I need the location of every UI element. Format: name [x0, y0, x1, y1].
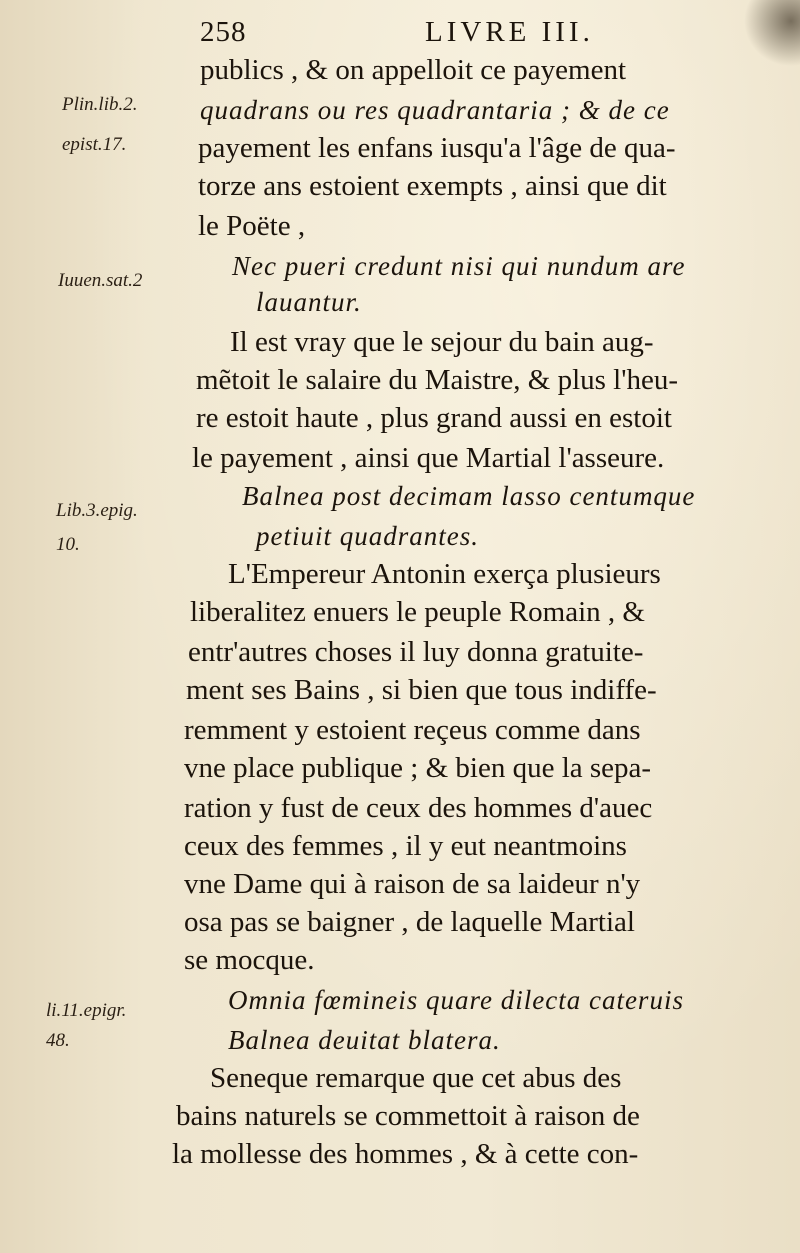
text-line: L'Empereur Antonin exerça plusieurs	[228, 558, 661, 590]
text-line: publics , & on appelloit ce payement	[200, 54, 627, 86]
text-line: Seneque remarque que cet abus des	[210, 1062, 622, 1094]
page-number: 258	[200, 16, 247, 48]
text-line: vne place publique ; & bien que la sepa-	[184, 752, 652, 784]
quote-line: petiuit quadrantes.	[256, 521, 479, 551]
text-line: osa pas se baigner , de laquelle Martial	[184, 906, 635, 938]
text-line: entr'autres choses il luy donna gratuite-	[188, 636, 644, 668]
text-line: bains naturels se commettoit à raison de	[176, 1100, 640, 1132]
quote-line: lauantur.	[256, 287, 362, 317]
text-line: le payement , ainsi que Martial l'asseure.	[192, 442, 665, 474]
margin-note: 10.	[56, 534, 80, 555]
text-line: liberalitez enuers le peuple Romain , &	[190, 596, 645, 628]
text-line: mẽtoit le salaire du Maistre, & plus l'heu-	[196, 364, 678, 396]
margin-note: epist.17.	[62, 134, 127, 155]
text-line: torze ans estoient exempts , ainsi que dit	[198, 170, 667, 202]
text-line: la mollesse des hommes , & à cette con-	[172, 1138, 639, 1170]
text-line: quadrans ou res quadrantaria ; & de ce	[200, 95, 670, 125]
text-line: payement les enfans iusqu'a l'âge de qua-	[198, 132, 676, 164]
page-header	[200, 10, 760, 54]
quote-line: Omnia fœmineis quare dilecta cateruis	[228, 985, 684, 1015]
text-line: Il est vray que le sejour du bain aug-	[230, 326, 654, 358]
text-line: ment ses Bains , si bien que tous indiffe-	[186, 674, 657, 706]
text-line: se mocque.	[184, 944, 315, 976]
running-title: LIVRE III.	[425, 16, 594, 48]
margin-note: Iuuen.sat.2	[58, 270, 143, 291]
quote-line: Nec pueri credunt nisi qui nundum are	[232, 251, 686, 281]
margin-note: 48.	[46, 1030, 70, 1051]
text-line: vne Dame qui à raison de sa laideur n'y	[184, 868, 641, 900]
margin-note: Lib.3.epig.	[56, 500, 138, 521]
text-line: remment y estoient reçeus comme dans	[184, 714, 641, 746]
margin-note: li.11.epigr.	[46, 1000, 127, 1021]
quote-line: Balnea post decimam lasso centumque	[242, 481, 696, 511]
margin-note: Plin.lib.2.	[62, 94, 138, 115]
text-line: ceux des femmes , il y eut neantmoins	[184, 830, 627, 862]
text-line: ration y fust de ceux des hommes d'auec	[184, 792, 653, 824]
text-line: le Poëte ,	[198, 210, 306, 242]
text-line: re estoit haute , plus grand aussi en estoit	[196, 402, 672, 434]
quote-line: Balnea deuitat blatera.	[228, 1025, 501, 1055]
